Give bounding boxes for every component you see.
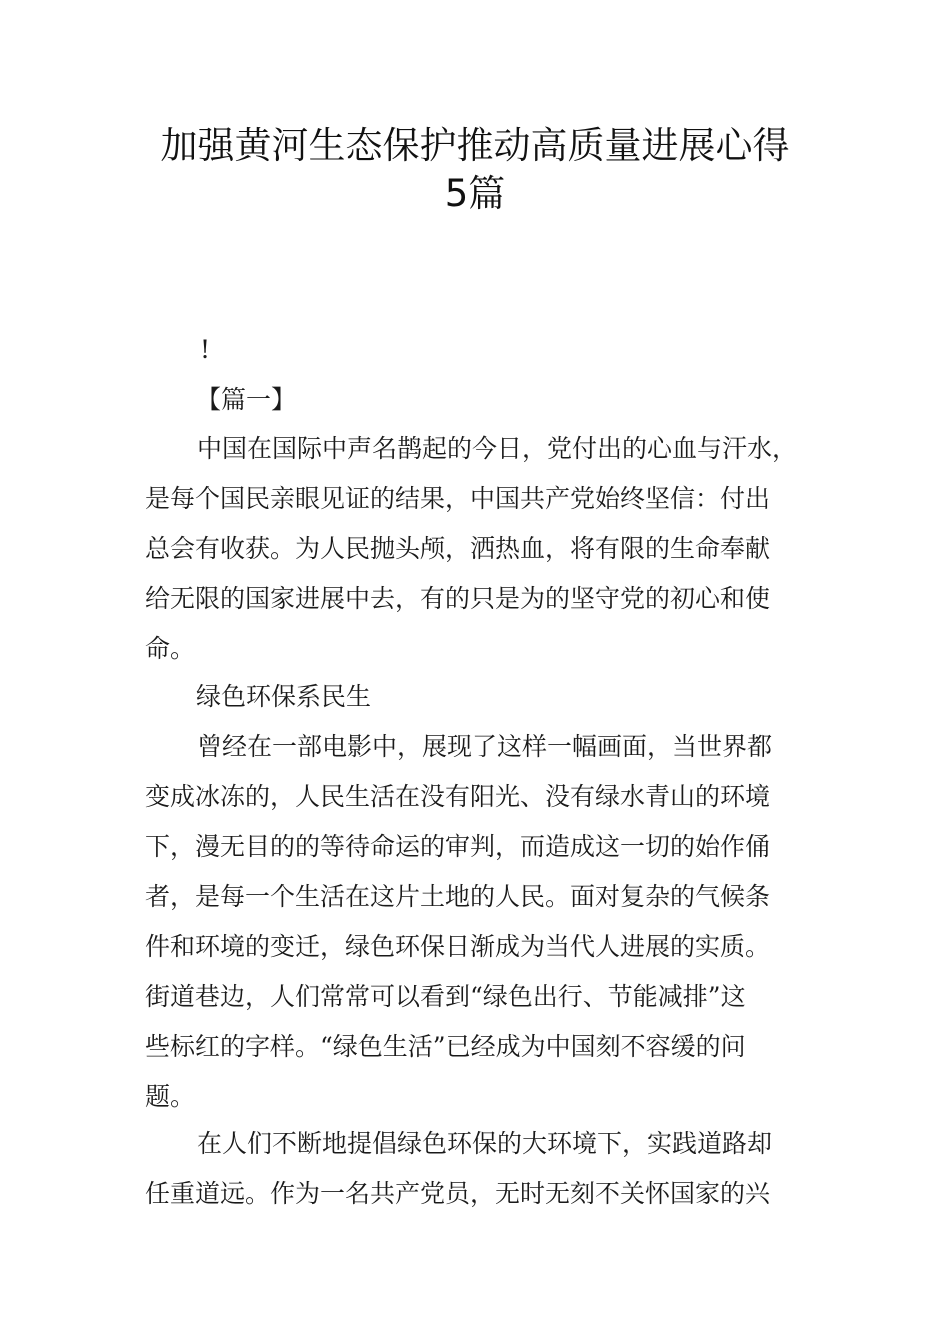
title-line-1: 加强黄河生态保护推动高质量进展心得 xyxy=(160,124,790,167)
paragraph-line: 题。 xyxy=(145,1082,196,1111)
exclamation-mark: ! xyxy=(200,335,211,364)
paragraph-line: 命。 xyxy=(145,634,196,663)
section-heading: 【篇一】 xyxy=(196,385,297,414)
paragraph-line: 街道巷边，人们常常可以看到“绿色出行、节能减排”这 xyxy=(145,982,746,1011)
paragraph-line: 中国在国际中声名鹊起的今日，党付出的心血与汗水， xyxy=(197,434,798,463)
paragraph-line: 曾经在一部电影中，展现了这样一幅画面，当世界都 xyxy=(197,732,773,761)
paragraph-1 xyxy=(145,424,815,674)
paragraph-line: 下，漫无目的的等待命运的审判，而造成这一切的始作俑 xyxy=(145,832,771,861)
paragraph-line: 变成冰冻的，人民生活在没有阳光、没有绿水青山的环境 xyxy=(145,782,771,811)
paragraph-line: 些标红的字样。“绿色生活”已经成为中国刻不容缓的问 xyxy=(145,1032,746,1061)
paragraph-line: 在人们不断地提倡绿色环保的大环境下，实践道路却 xyxy=(197,1129,773,1158)
paragraph-line: 者，是每一个生活在这片土地的人民。面对复杂的气候条 xyxy=(145,882,771,911)
paragraph-line: 件和环境的变迁，绿色环保日渐成为当代人进展的实质。 xyxy=(145,932,771,961)
document-title xyxy=(0,122,950,218)
paragraph-line: 是每个国民亲眼见证的结果，中国共产党始终坚信：付出 xyxy=(145,484,771,513)
paragraph-3 xyxy=(145,1119,815,1219)
paragraph-line: 总会有收获。为人民抛头颅，洒热血，将有限的生命奉献 xyxy=(145,534,771,563)
title-line-2: 5篇 xyxy=(444,172,506,215)
paragraph-line: 给无限的国家进展中去，有的只是为的坚守党的初心和使 xyxy=(145,584,771,613)
paragraph-2 xyxy=(145,722,815,1122)
paragraph-line: 任重道远。作为一名共产党员，无时无刻不关怀国家的兴 xyxy=(145,1179,771,1208)
subheading: 绿色环保系民生 xyxy=(196,682,372,711)
